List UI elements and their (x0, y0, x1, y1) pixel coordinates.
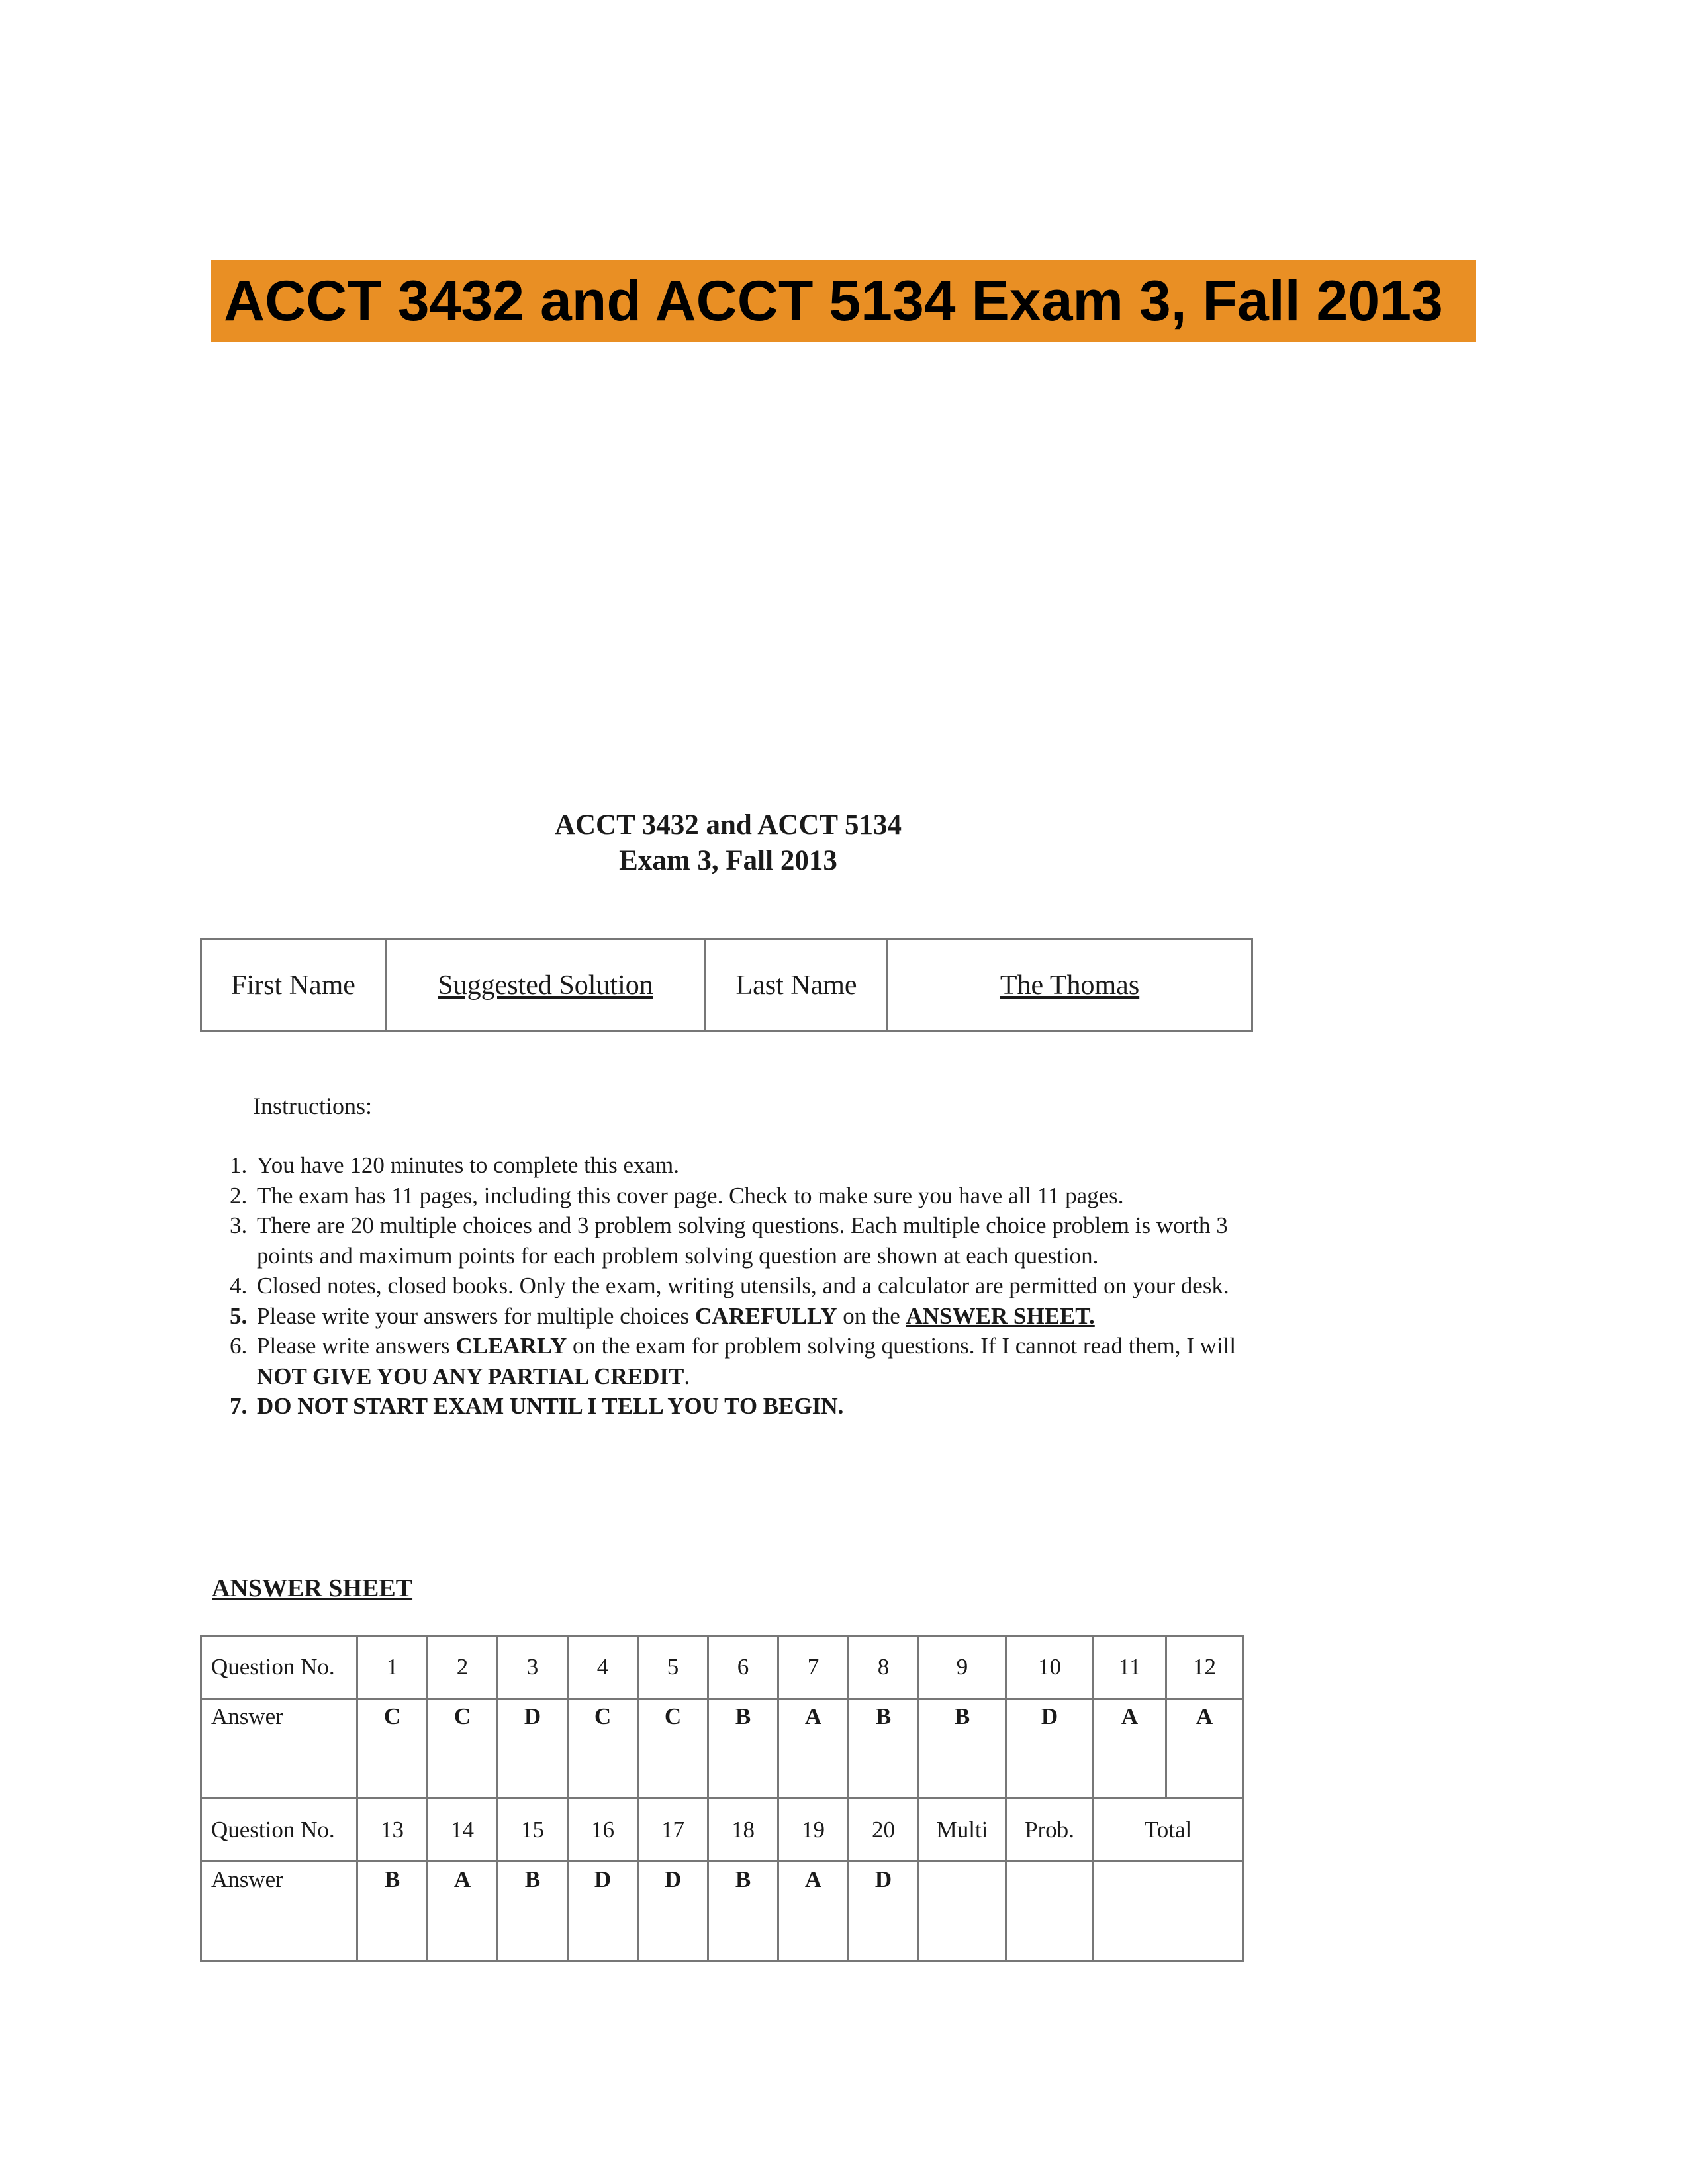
instruction-text: You have 120 minutes to complete this exam. (257, 1152, 680, 1178)
question-number-cell: 17 (638, 1799, 708, 1862)
instruction-text: CLEARLY (455, 1333, 567, 1359)
question-no-label: Question No. (201, 1636, 357, 1699)
instruction-item (253, 1150, 1286, 1181)
answer-cell: C (638, 1699, 708, 1799)
answer-cell: B (708, 1699, 778, 1799)
instruction-text: DO NOT START EXAM UNTIL I TELL YOU TO BEGIN. (257, 1393, 844, 1419)
answer-cell: B (919, 1699, 1006, 1799)
answer-label: Answer (201, 1862, 357, 1962)
instruction-text: on the (837, 1302, 906, 1329)
instruction-item (253, 1391, 1286, 1422)
answer-cell: D (638, 1862, 708, 1962)
question-number-cell: 12 (1166, 1636, 1243, 1699)
question-number-cell: 19 (778, 1799, 849, 1862)
question-number-cell: 18 (708, 1799, 778, 1862)
instruction-item (253, 1331, 1286, 1391)
question-number-cell: 10 (1006, 1636, 1094, 1699)
answer-cell: C (428, 1699, 498, 1799)
instruction-text: Please write your answers for multiple choices (257, 1302, 695, 1329)
answer-sheet-heading: ANSWER SHEET (212, 1574, 413, 1602)
first-name-value: Suggested Solution (386, 940, 706, 1032)
question-number-cell: 14 (428, 1799, 498, 1862)
question-number-cell: 8 (849, 1636, 919, 1699)
first-name-label: First Name (201, 940, 386, 1032)
answer-cell: B (708, 1862, 778, 1962)
last-name-value: The Thomas (888, 940, 1252, 1032)
document-title-banner: ACCT 3432 and ACCT 5134 Exam 3, Fall 2013 (211, 260, 1476, 342)
question-number-cell: 20 (849, 1799, 919, 1862)
last-name-label: Last Name (706, 940, 888, 1032)
answer-cell: C (357, 1699, 428, 1799)
answer-cell: A (1166, 1699, 1243, 1799)
answer-cell: B (498, 1862, 568, 1962)
total-value-cell (1094, 1862, 1243, 1962)
answer-sheet-table (200, 1635, 1244, 1962)
question-number-cell: 11 (1094, 1636, 1166, 1699)
answer-cell: D (568, 1862, 638, 1962)
question-number-cell: Multi (919, 1799, 1006, 1862)
answer-cell: C (568, 1699, 638, 1799)
question-no-label: Question No. (201, 1799, 357, 1862)
question-number-cell: 15 (498, 1799, 568, 1862)
instruction-text: CAREFULLY (694, 1302, 837, 1329)
question-number-cell: 7 (778, 1636, 849, 1699)
instruction-item (253, 1301, 1286, 1332)
answer-cell: B (357, 1862, 428, 1962)
scanned-exam-page (192, 807, 1278, 1972)
answer-cell: A (428, 1862, 498, 1962)
instruction-text: on the exam for problem solving questions. If I cannot read them, I will (567, 1333, 1237, 1359)
answer-cell: D (849, 1862, 919, 1962)
instruction-text: Please write answers (257, 1333, 456, 1359)
answer-cell: D (1006, 1699, 1094, 1799)
answer-cell (919, 1862, 1006, 1962)
name-table (200, 938, 1253, 1032)
answer-cell: D (498, 1699, 568, 1799)
question-number-cell: 6 (708, 1636, 778, 1699)
question-number-cell: 3 (498, 1636, 568, 1699)
instructions-list (212, 1150, 1286, 1422)
question-number-cell: 1 (357, 1636, 428, 1699)
answer-cell: A (778, 1862, 849, 1962)
exam-header-term: Exam 3, Fall 2013 (619, 845, 837, 876)
question-number-cell: 5 (638, 1636, 708, 1699)
instruction-item (253, 1271, 1286, 1301)
instruction-item (253, 1181, 1286, 1211)
question-number-cell: 16 (568, 1799, 638, 1862)
instruction-text: ANSWER SHEET. (906, 1302, 1095, 1329)
instruction-text: The exam has 11 pages, including this cover page. Check to make sure you have all 11 pages. (257, 1182, 1124, 1208)
question-number-cell: Prob. (1006, 1799, 1094, 1862)
instruction-item (253, 1210, 1286, 1271)
instruction-text: NOT GIVE YOU ANY PARTIAL CREDIT (257, 1363, 684, 1389)
total-label-cell: Total (1094, 1799, 1243, 1862)
question-number-cell: 9 (919, 1636, 1006, 1699)
answer-cell: A (1094, 1699, 1166, 1799)
question-number-cell: 13 (357, 1799, 428, 1862)
instruction-text: . (684, 1363, 690, 1389)
answer-cell: B (849, 1699, 919, 1799)
exam-header (192, 807, 1264, 879)
instructions-heading: Instructions: (253, 1093, 372, 1119)
instruction-text: There are 20 multiple choices and 3 problem solving questions. Each multiple choice problem is worth 3 points and maximum points for each problem solving question are shown at each question. (257, 1212, 1228, 1269)
answer-label: Answer (201, 1699, 357, 1799)
exam-header-course: ACCT 3432 and ACCT 5134 (554, 809, 902, 841)
instruction-text: Closed notes, closed books. Only the exam, writing utensils, and a calculator are permitted on your desk. (257, 1273, 1229, 1298)
answer-cell (1006, 1862, 1094, 1962)
answer-cell: A (778, 1699, 849, 1799)
question-number-cell: 2 (428, 1636, 498, 1699)
question-number-cell: 4 (568, 1636, 638, 1699)
